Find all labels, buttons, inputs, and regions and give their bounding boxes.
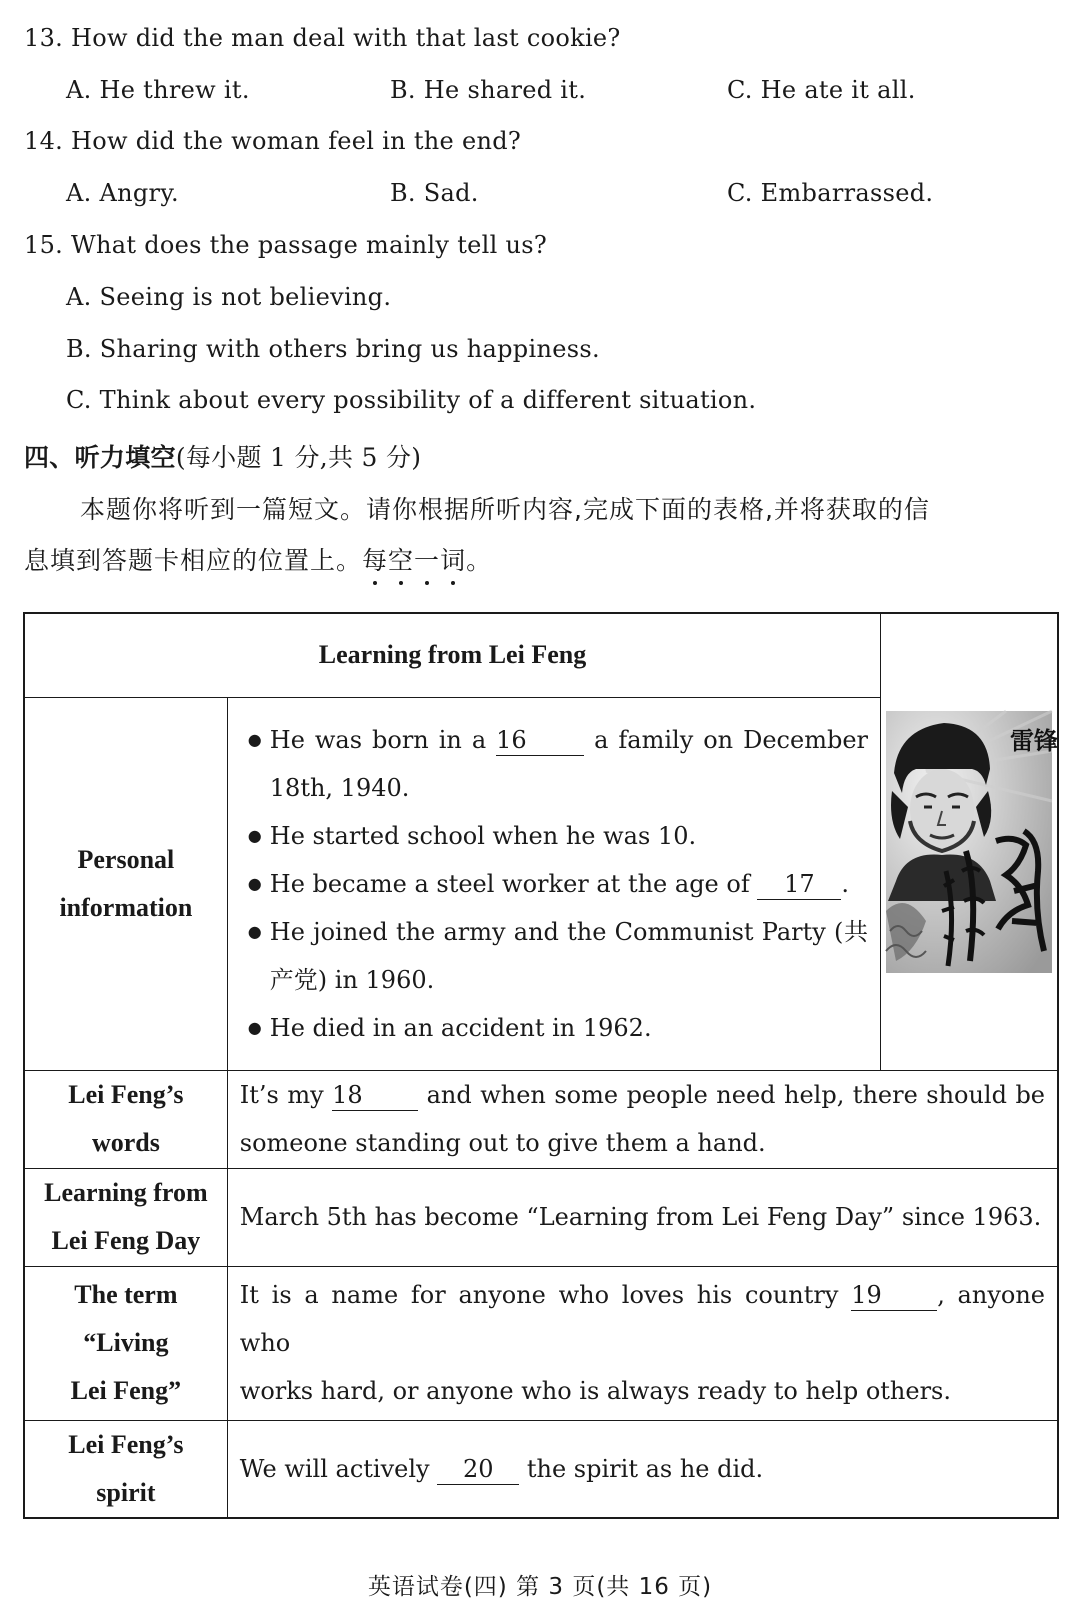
personal-info-content <box>227 697 880 1070</box>
lei-feng-portrait-cell <box>881 613 1059 1070</box>
option-14-c: C. Embarrassed. <box>727 179 934 207</box>
instruction-text: 息填到答题卡相应的位置上。 <box>24 546 363 575</box>
content-line: someone standing out to give them a hand. <box>239 1129 766 1157</box>
label-line: Learning from <box>44 1178 208 1207</box>
question-number: 13. <box>24 24 64 52</box>
text: 18th, 1940. <box>269 773 410 802</box>
option-14-b: B. Sad. <box>390 179 479 207</box>
text: the spirit as he did. <box>526 1454 764 1483</box>
list-item <box>248 716 868 764</box>
text: It’s my <box>239 1081 324 1109</box>
question-13 <box>24 24 621 52</box>
label-line: Lei Feng’s <box>68 1429 184 1459</box>
option-13-a: A. He threw it. <box>66 76 250 104</box>
text: He joined the army and the Communist Party (共 <box>269 917 868 946</box>
option-13-c: C. He ate it all. <box>727 76 916 104</box>
option-15-c: C. Think about every possibility of a different situation. <box>66 386 757 414</box>
text: We will actively <box>239 1454 430 1483</box>
question-text: How did the woman feel in the end? <box>71 127 522 155</box>
text: , anyone who <box>239 1281 1045 1357</box>
text: and when some people need help, there should be <box>426 1081 1046 1109</box>
emphasis-char: 词 <box>440 541 466 577</box>
instruction-line-1: 本题你将听到一篇短文。请你根据所听内容,完成下面的表格,并将获取的信 <box>80 495 930 524</box>
label-line: Lei Feng” <box>70 1376 182 1405</box>
question-15 <box>24 231 547 259</box>
table-title: Learning from Lei Feng <box>24 613 881 697</box>
words-content <box>227 1070 1058 1168</box>
personal-info-label <box>24 697 227 1070</box>
option-14-a: A. Angry. <box>66 179 179 207</box>
option-15-b: B. Sharing with others bring us happiness. <box>66 335 600 363</box>
question-text: What does the passage mainly tell us? <box>71 231 548 259</box>
question-number: 14. <box>24 127 64 155</box>
option-13-b: B. He shared it. <box>390 76 587 104</box>
content-line <box>240 1071 1045 1119</box>
text: He started school when he was 10. <box>269 821 697 850</box>
blank-19[interactable]: 19 <box>851 1280 937 1311</box>
section-title <box>24 438 421 474</box>
list-item <box>248 860 868 908</box>
list-item <box>248 812 868 860</box>
label-line: The term <box>74 1280 178 1309</box>
instruction-line-2 <box>24 541 492 577</box>
blank-17[interactable]: 17 <box>757 869 841 900</box>
portrait-caption: 雷锋 <box>1010 726 1058 755</box>
text: 产党) in 1960. <box>269 965 435 994</box>
page-footer: 英语试卷(四) 第 3 页(共 16 页) <box>367 1574 713 1600</box>
instruction-end: 。 <box>466 546 493 575</box>
label-line: Personal <box>77 844 175 874</box>
day-label <box>24 1168 227 1266</box>
words-label <box>24 1070 227 1168</box>
content-line <box>240 1271 1045 1367</box>
blank-18[interactable]: 18 <box>332 1080 418 1111</box>
spirit-label <box>24 1420 227 1518</box>
lei-feng-table <box>23 612 1059 1519</box>
term-label <box>24 1266 227 1420</box>
list-item-continuation <box>248 764 868 812</box>
personal-info-list <box>228 698 880 1070</box>
text: He died in an accident in 1962. <box>269 1013 652 1042</box>
list-item <box>248 908 868 956</box>
list-item <box>248 1004 868 1052</box>
day-content: March 5th has become “Learning from Lei Feng Day” since 1963. <box>227 1168 1058 1266</box>
label-line: Lei Feng’s <box>68 1080 184 1109</box>
term-content <box>227 1266 1058 1420</box>
question-number: 15. <box>24 231 64 259</box>
text: It is a name for anyone who loves his country <box>239 1281 839 1309</box>
emphasis-char: 空 <box>388 541 414 577</box>
spirit-content <box>227 1420 1058 1518</box>
list-item-continuation <box>248 956 868 1004</box>
question-14 <box>24 127 521 155</box>
text: a family on December <box>594 725 868 754</box>
label-line: words <box>91 1128 160 1157</box>
label-line: spirit <box>96 1477 156 1507</box>
option-15-a: A. Seeing is not believing. <box>66 283 392 311</box>
label-line: information <box>59 892 193 922</box>
blank-16[interactable]: 16 <box>496 725 584 756</box>
content-line: works hard, or anyone who is always ready to help others. <box>239 1377 952 1405</box>
label-line: “Living <box>83 1328 169 1357</box>
label-line: Lei Feng Day <box>51 1226 201 1255</box>
blank-20[interactable]: 20 <box>437 1454 519 1485</box>
lei-feng-portrait <box>886 711 1058 973</box>
question-text: How did the man deal with that last cookie? <box>71 24 621 52</box>
section-score: (每小题 1 分,共 5 分) <box>175 443 422 472</box>
text: He was born in a <box>269 725 487 754</box>
emphasis-char: 一 <box>414 541 440 577</box>
text: He became a steel worker at the age of <box>269 869 750 898</box>
text: . <box>841 869 850 898</box>
emphasis-char: 每 <box>362 541 388 577</box>
section-heading: 四、听力填空 <box>24 443 176 472</box>
